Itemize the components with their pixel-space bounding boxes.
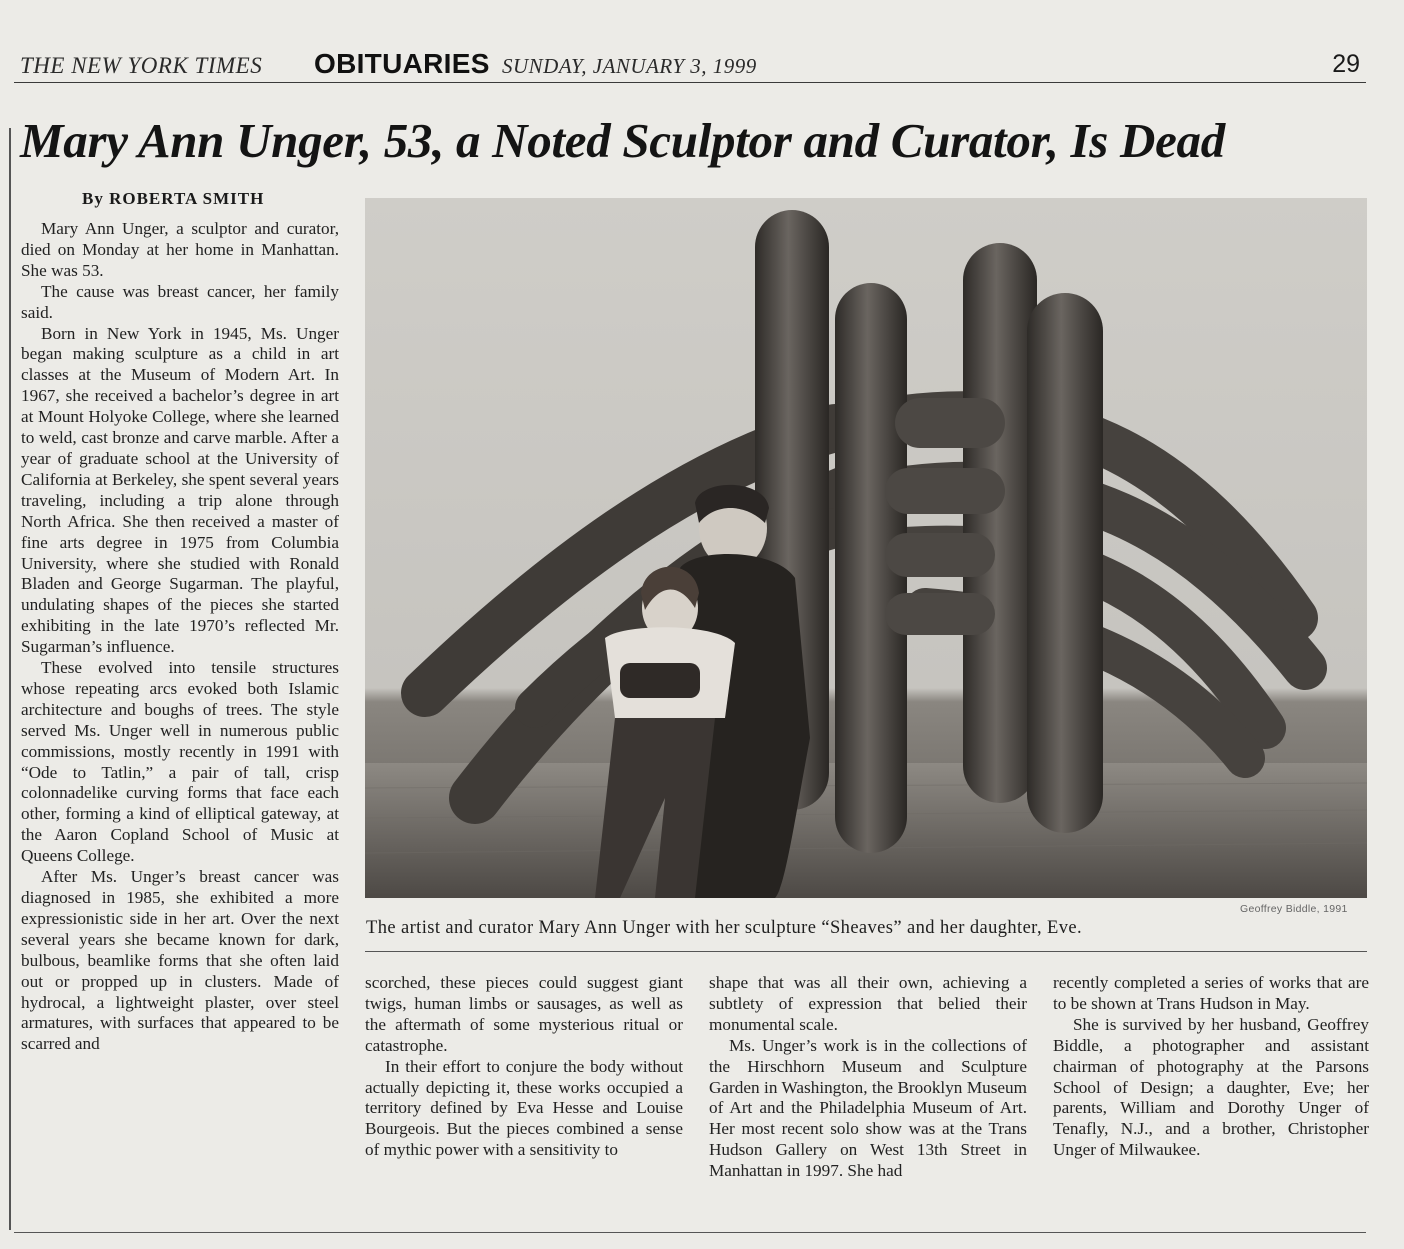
paragraph: After Ms. Unger’s breast cancer was diagnosed in 1985, she exhibited a more expressionistic side in her art. Over the next several years she became known for dark, bulbous, beamlike forms that she often laid out or propped up in clusters. Made of hydrocal, a lightweight plaster, over steel armatures, with surfaces that appeared to be scarred and [21, 867, 339, 1054]
byline: By ROBERTA SMITH [82, 189, 265, 208]
masthead [14, 48, 1366, 83]
page-number: 29 [1332, 50, 1360, 78]
paragraph: In their effort to conjure the body without actually depicting it, these works occupied a territory defined by Eva Hesse and Louise Bourgeois. But the pieces combined a sense of mythic power with a sensitivity to [365, 1056, 683, 1160]
article-column-1 [21, 219, 339, 1055]
issue-date: SUNDAY, JANUARY 3, 1999 [502, 54, 757, 78]
headline: Mary Ann Unger, 53, a Noted Sculptor and Curator, Is Dead [20, 113, 1225, 168]
paragraph: Mary Ann Unger, a sculptor and curator, died on Monday at her home in Manhattan. She was 53. [21, 219, 339, 280]
sculpture-illustration [365, 198, 1367, 898]
section-title: OBITUARIES [314, 48, 490, 79]
photo-credit: Geoffrey Biddle, 1991 [1240, 903, 1348, 915]
article-column-4 [1053, 973, 1369, 1161]
left-column-rule [9, 128, 11, 1230]
paragraph: The cause was breast cancer, her family said. [21, 281, 339, 322]
article-column-2 [365, 973, 683, 1161]
paragraph: These evolved into tensile structures whose repeating arcs evoked both Islamic architecture and boughs of trees. The style served Ms. Unger well in numerous public commissions, mostly recently in 1991 with “Ode to Tatlin,” a pair of tall, crisp colonnadelike curving forms that face each other, forming a kind of elliptical gateway, at the Aaron Copland School of Music at Queens College. [21, 658, 339, 866]
photo-caption: The artist and curator Mary Ann Unger with her sculpture “Sheaves” and her daughter, Eve. [366, 918, 1083, 938]
paragraph: recently completed a series of works that are to be shown at Trans Hudson in May. [1053, 973, 1369, 1013]
sculpture-photo [365, 198, 1367, 898]
paragraph: scorched, these pieces could suggest giant twigs, human limbs or sausages, as well as the aftermath of some mysterious ritual or catastrophe. [365, 973, 683, 1055]
paragraph: Born in New York in 1945, Ms. Unger began making sculpture as a child in art classes at the Museum of Modern Art. In 1967, she received a bachelor’s degree in art at Mount Holyoke College, where she learned to weld, cast bronze and carve marble. After a year of graduate school at the University of California at Berkeley, she spent several years traveling, including a trip alone through North Africa. She then received a master of fine arts degree in 1975 from Columbia University, where she studied with Ronald Bladen and George Sugarman. The playful, undulating shapes of the pieces she started exhibiting in the late 1970’s reflected Mr. Sugarman’s influence. [21, 323, 339, 657]
article-column-3 [709, 973, 1027, 1182]
paragraph: She is survived by her husband, Geoffrey Biddle, a photographer and assistant chairman of photography at the Parsons School of Design; a daughter, Eve; her parents, William and Dorothy Unger of Tenafly, N.J., and a brother, Christopher Unger of Milwaukee. [1053, 1014, 1369, 1160]
caption-divider [365, 951, 1367, 952]
bottom-rule [14, 1232, 1366, 1233]
paragraph: Ms. Unger’s work is in the collections of the Hirschhorn Museum and Sculpture Garden in Washington, the Brooklyn Museum of Art and the Philadelphia Museum of Art. Her most recent solo show was at the Trans Hudson Gallery on West 13th Street in Manhattan in 1997. She had [709, 1035, 1027, 1181]
paragraph: shape that was all their own, achieving a subtlety of expression that belied their monumental scale. [709, 973, 1027, 1034]
newspaper-name: THE NEW YORK TIMES [20, 53, 263, 78]
